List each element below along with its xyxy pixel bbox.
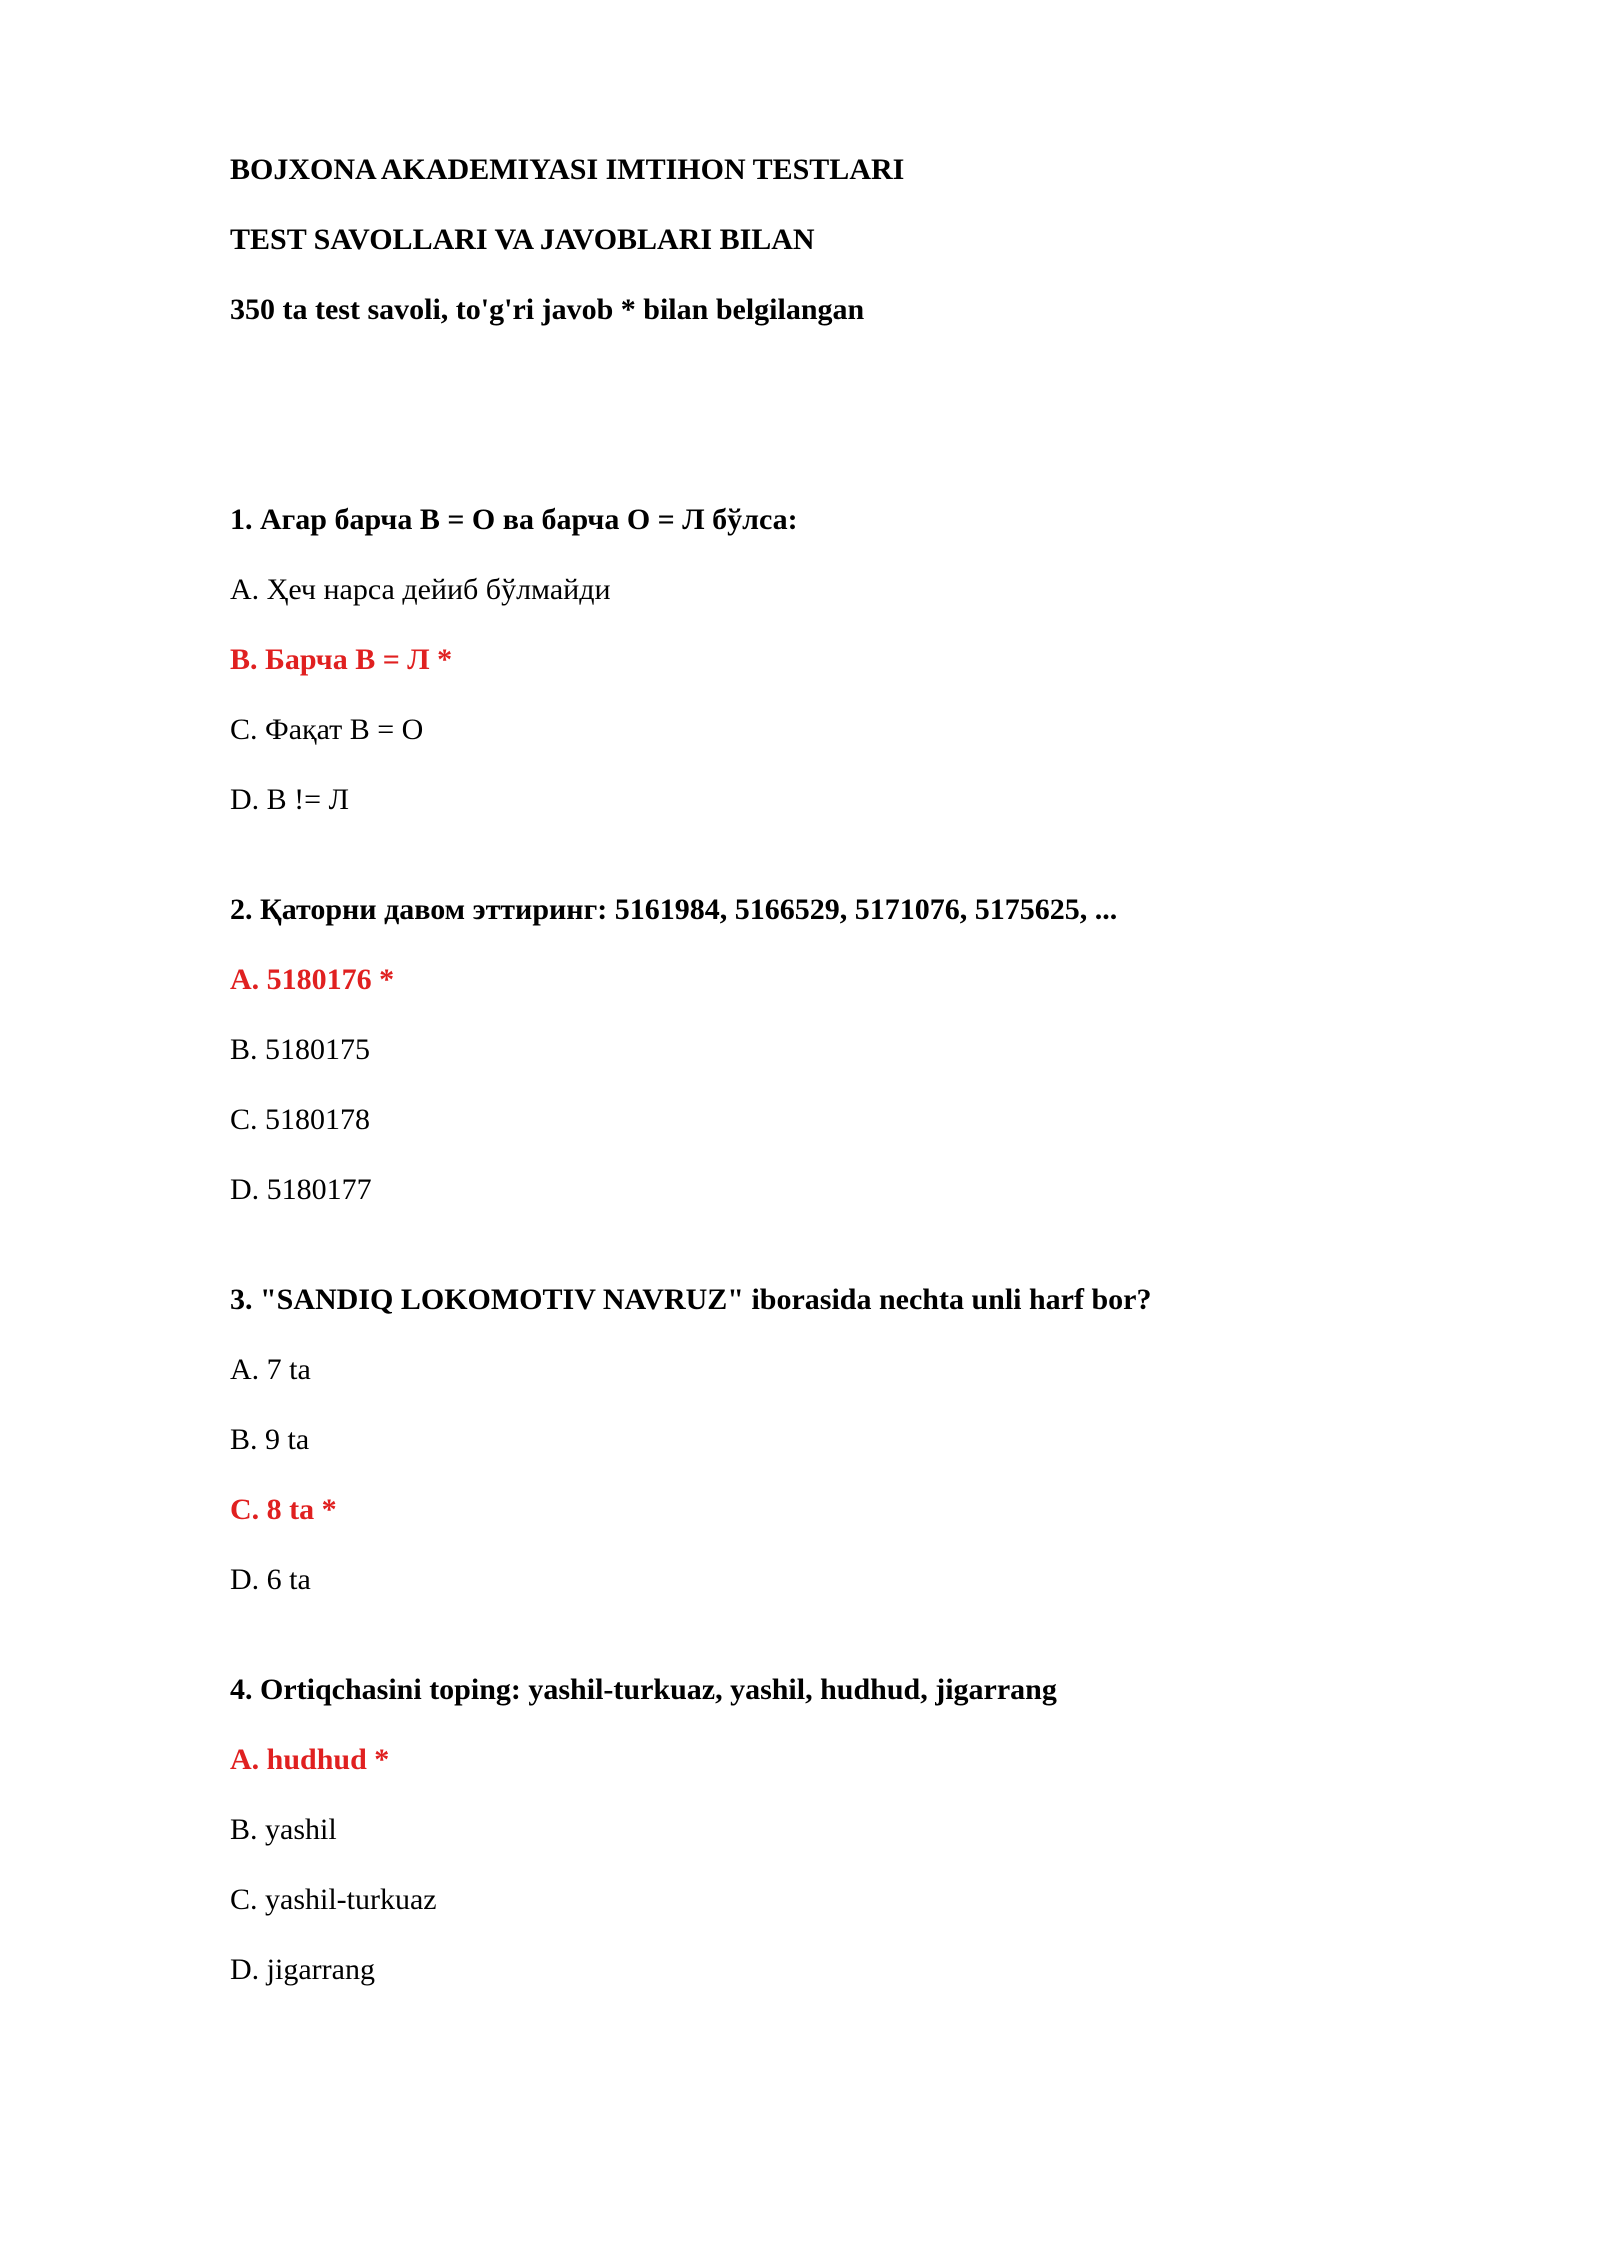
answer-option-b: B. yashil (230, 1813, 337, 1846)
answer-option-a: A. Ҳеч нарса дейиб бўлмайди (230, 573, 611, 606)
answer-option-a: A. 7 ta (230, 1353, 311, 1386)
answer-option-c: C. 5180178 (230, 1103, 371, 1136)
question-text: 1. Агар барча В = О ва барча О = Л бўлса: (230, 503, 798, 536)
answer-option-d: D. 5180177 (230, 1173, 372, 1206)
answer-option-b-correct: B. Барча В = Л * (230, 643, 453, 676)
question-2 (230, 890, 1430, 1210)
document-header (230, 150, 1430, 330)
answer-option-a-correct: A. hudhud * (230, 1743, 390, 1776)
answer-option-d: D. В != Л (230, 783, 349, 816)
document-title: BOJXONA AKADEMIYASI IMTIHON TESTLARI (230, 153, 905, 186)
answer-option-b: B. 5180175 (230, 1033, 371, 1066)
question-text: 4. Ortiqchasini toping: yashil-turkuaz, yashil, hudhud, jigarrang (230, 1673, 1057, 1706)
question-list (230, 500, 1430, 1990)
answer-option-d: D. 6 ta (230, 1563, 311, 1596)
document-page (230, 150, 1430, 2060)
answer-option-b: B. 9 ta (230, 1423, 310, 1456)
answer-option-d: D. jigarrang (230, 1953, 375, 1986)
document-note: 350 ta test savoli, to'g'ri javob * bilan belgilangan (230, 293, 865, 326)
answer-option-c-correct: C. 8 ta * (230, 1493, 337, 1526)
question-1 (230, 500, 1430, 820)
answer-option-a-correct: A. 5180176 * (230, 963, 395, 996)
answer-option-c: C. yashil-turkuaz (230, 1883, 437, 1916)
document-subtitle: TEST SAVOLLARI VA JAVOBLARI BILAN (230, 223, 815, 256)
question-4 (230, 1670, 1430, 1990)
question-text: 3. "SANDIQ LOKOMOTIV NAVRUZ" iborasida nechta unli harf bor? (230, 1283, 1152, 1316)
answer-option-c: C. Фақат В = О (230, 713, 424, 746)
question-text: 2. Қаторни давом эттиринг: 5161984, 5166529, 5171076, 5175625, ... (230, 893, 1118, 926)
question-3 (230, 1280, 1430, 1600)
